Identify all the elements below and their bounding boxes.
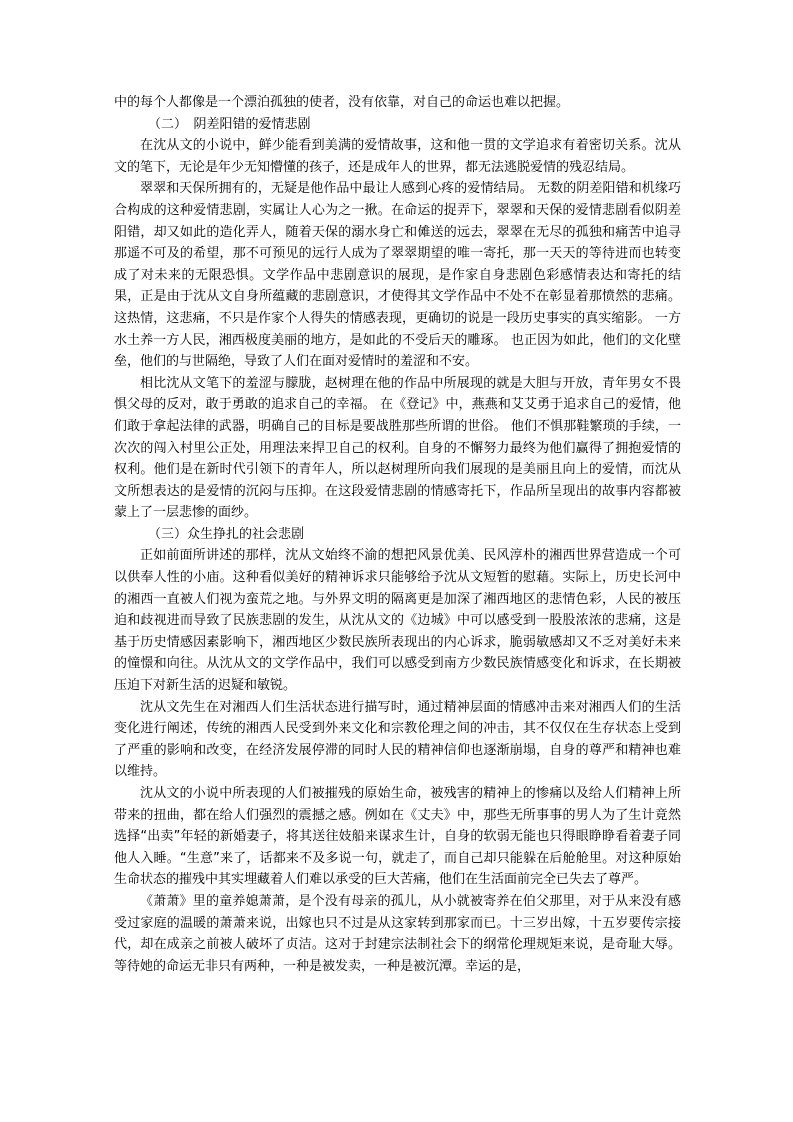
paragraph: 正如前面所讲述的那样，沈从文始终不渝的想把风景优美、民风淳朴的湘西世界营造成一个可以供奉人性的小庙。这种看似美好的精神诉求只能够给予沈从文短暂的慰藉。实际上，历史长河中的湘西一直被人们视为蛮荒之地。与外界文明的隔离更是加深了湘西地区的悲情色彩，人民的被压迫和歧视进而导致了民族悲剧的发生，从沈从文的《边城》中可以感受到一股股浓浓的悲痛，这是基于历史情感因素影响下，湘西地区少数民族所表现出的内心诉求，脆弱敏感却又不乏对美好未来的憧憬和向往。从沈从文的文学作品中，我们可以感受到南方少数民族情感变化和诉求，在长期被压迫下对新生活的迟疑和敏锐。	[114, 548, 681, 694]
paragraph: 《萧萧》里的童养媳萧萧，是个没有母亲的孤儿，从小就被寄养在伯父那里，对于从来没有感受过家庭的温暖的萧萧来说，出嫁也只不过是从这家转到那家而已。十三岁出嫁，十五岁要传宗接代，却在成亲之前被人破坏了贞洁。这对于封建宗法制社会下的纲常伦理规矩来说，是奇耻大辱。等待她的命运无非只有两种，一种是被发卖，一种是被沉潭。幸运的是，	[114, 893, 681, 974]
document-body	[114, 92, 681, 977]
section-heading-3: （三）众生挣扎的社会悲剧	[148, 526, 305, 542]
paragraph: 翠翠和天保所拥有的，无疑是他作品中最让人感到心疼的爱情结局。 无数的阴差阳错和机缘巧合构成的这种爱情悲剧，实属让人心为之一揪。在命运的捉弄下，翠翠和天保的爱情悲剧看似阴差阳错，却又如此的造化弄人，随着天保的溺水身亡和傩送的远去，翠翠在无尽的孤独和痛苦中追寻那遥不可及的希望，那不可预见的远行人成为了翠翠期望的唯一寄托，那一天天的等待进而也转变成了对未来的无限恐惧。文学作品中悲剧意识的展现，是作家自身悲剧色彩感情表达和寄托的结果，正是由于沈从文自身所蕴藏的悲剧意识，才使得其文学作品中不处不在彰显着那愤然的悲痛。这热情，这悲痛，不只是作家个人得失的情感表现，更确切的说是一段历史事实的真实缩影。 一方水土养一方人民，湘西极度美丽的地方，是如此的不受后天的雕琢。 也正因为如此，他们的文化壁垒，他们的与世隔绝，导致了人们在面对爱情时的羞涩和不安。	[114, 181, 681, 370]
paragraph-continuation: 中的每个人都像是一个漂泊孤独的使者，没有依靠，对自己的命运也难以把握。	[114, 95, 570, 110]
section-heading-2: （二） 阴差阳错的爱情悲剧	[148, 116, 311, 132]
paragraph: 沈从文先生在对湘西人们生活状态进行描写时，通过精神层面的情感冲击来对湘西人们的生活变化进行阐述，传统的湘西人民受到外来文化和宗教伦理之间的冲击，其不仅仅在生存状态上受到了严重的影响和改变，在经济发展停滞的同时人民的精神信仰也逐渐崩塌，自身的尊严和精神也难以维持。	[114, 699, 681, 780]
paragraph: 在沈从文的小说中，鲜少能看到美满的爱情故事，这和他一贯的文学追求有着密切关系。沈从文的笔下，无论是年少无知懵懂的孩子，还是成年人的世界，都无法逃脱爱情的残忍结局。	[114, 138, 681, 175]
paragraph: 沈从文的小说中所表现的人们被摧残的原始生命，被残害的精神上的惨痛以及给人们精神上所带来的扭曲，都在给人们强烈的震撼之感。例如在《丈夫》中，那些无所事事的男人为了生计竟然选择“出卖”年轻的新婚妻子，将其送往妓船来谋求生计，自身的软弱无能也只得眼睁睁看着妻子同他人入睡。“生意”来了，话都来不及多说一句，就走了，而自己却只能躲在后舱舱里。对这种原始生命状态的摧残中其实埋藏着人们难以承受的巨大苦痛，他们在生活面前完全已失去了尊严。	[114, 786, 681, 888]
paragraph: 相比沈从文笔下的羞涩与朦胧，赵树理在他的作品中所展现的就是大胆与开放，青年男女不畏惧父母的反对，敢于勇敢的追求自己的幸福。 在《登记》中，燕燕和艾艾勇于追求自己的爱情，他们敢于拿起法律的武器，明确自己的目标是要战胜那些所谓的世俗。 他们不惧那鞋繁琐的手续，一次次的闯入村里公正处，用理法来捍卫自己的权利。自身的不懈努力最终为他们赢得了拥抱爱情的权利。他们是在新时代引领下的青年人，所以赵树理所向我们展现的是美丽且向上的爱情，而沈从文所想表达的是爱情的沉闷与压抑。在这段爱情悲剧的情感寄托下，作品所呈现出的故事内容都被蒙上了一层悲惨的面纱。	[114, 375, 681, 521]
